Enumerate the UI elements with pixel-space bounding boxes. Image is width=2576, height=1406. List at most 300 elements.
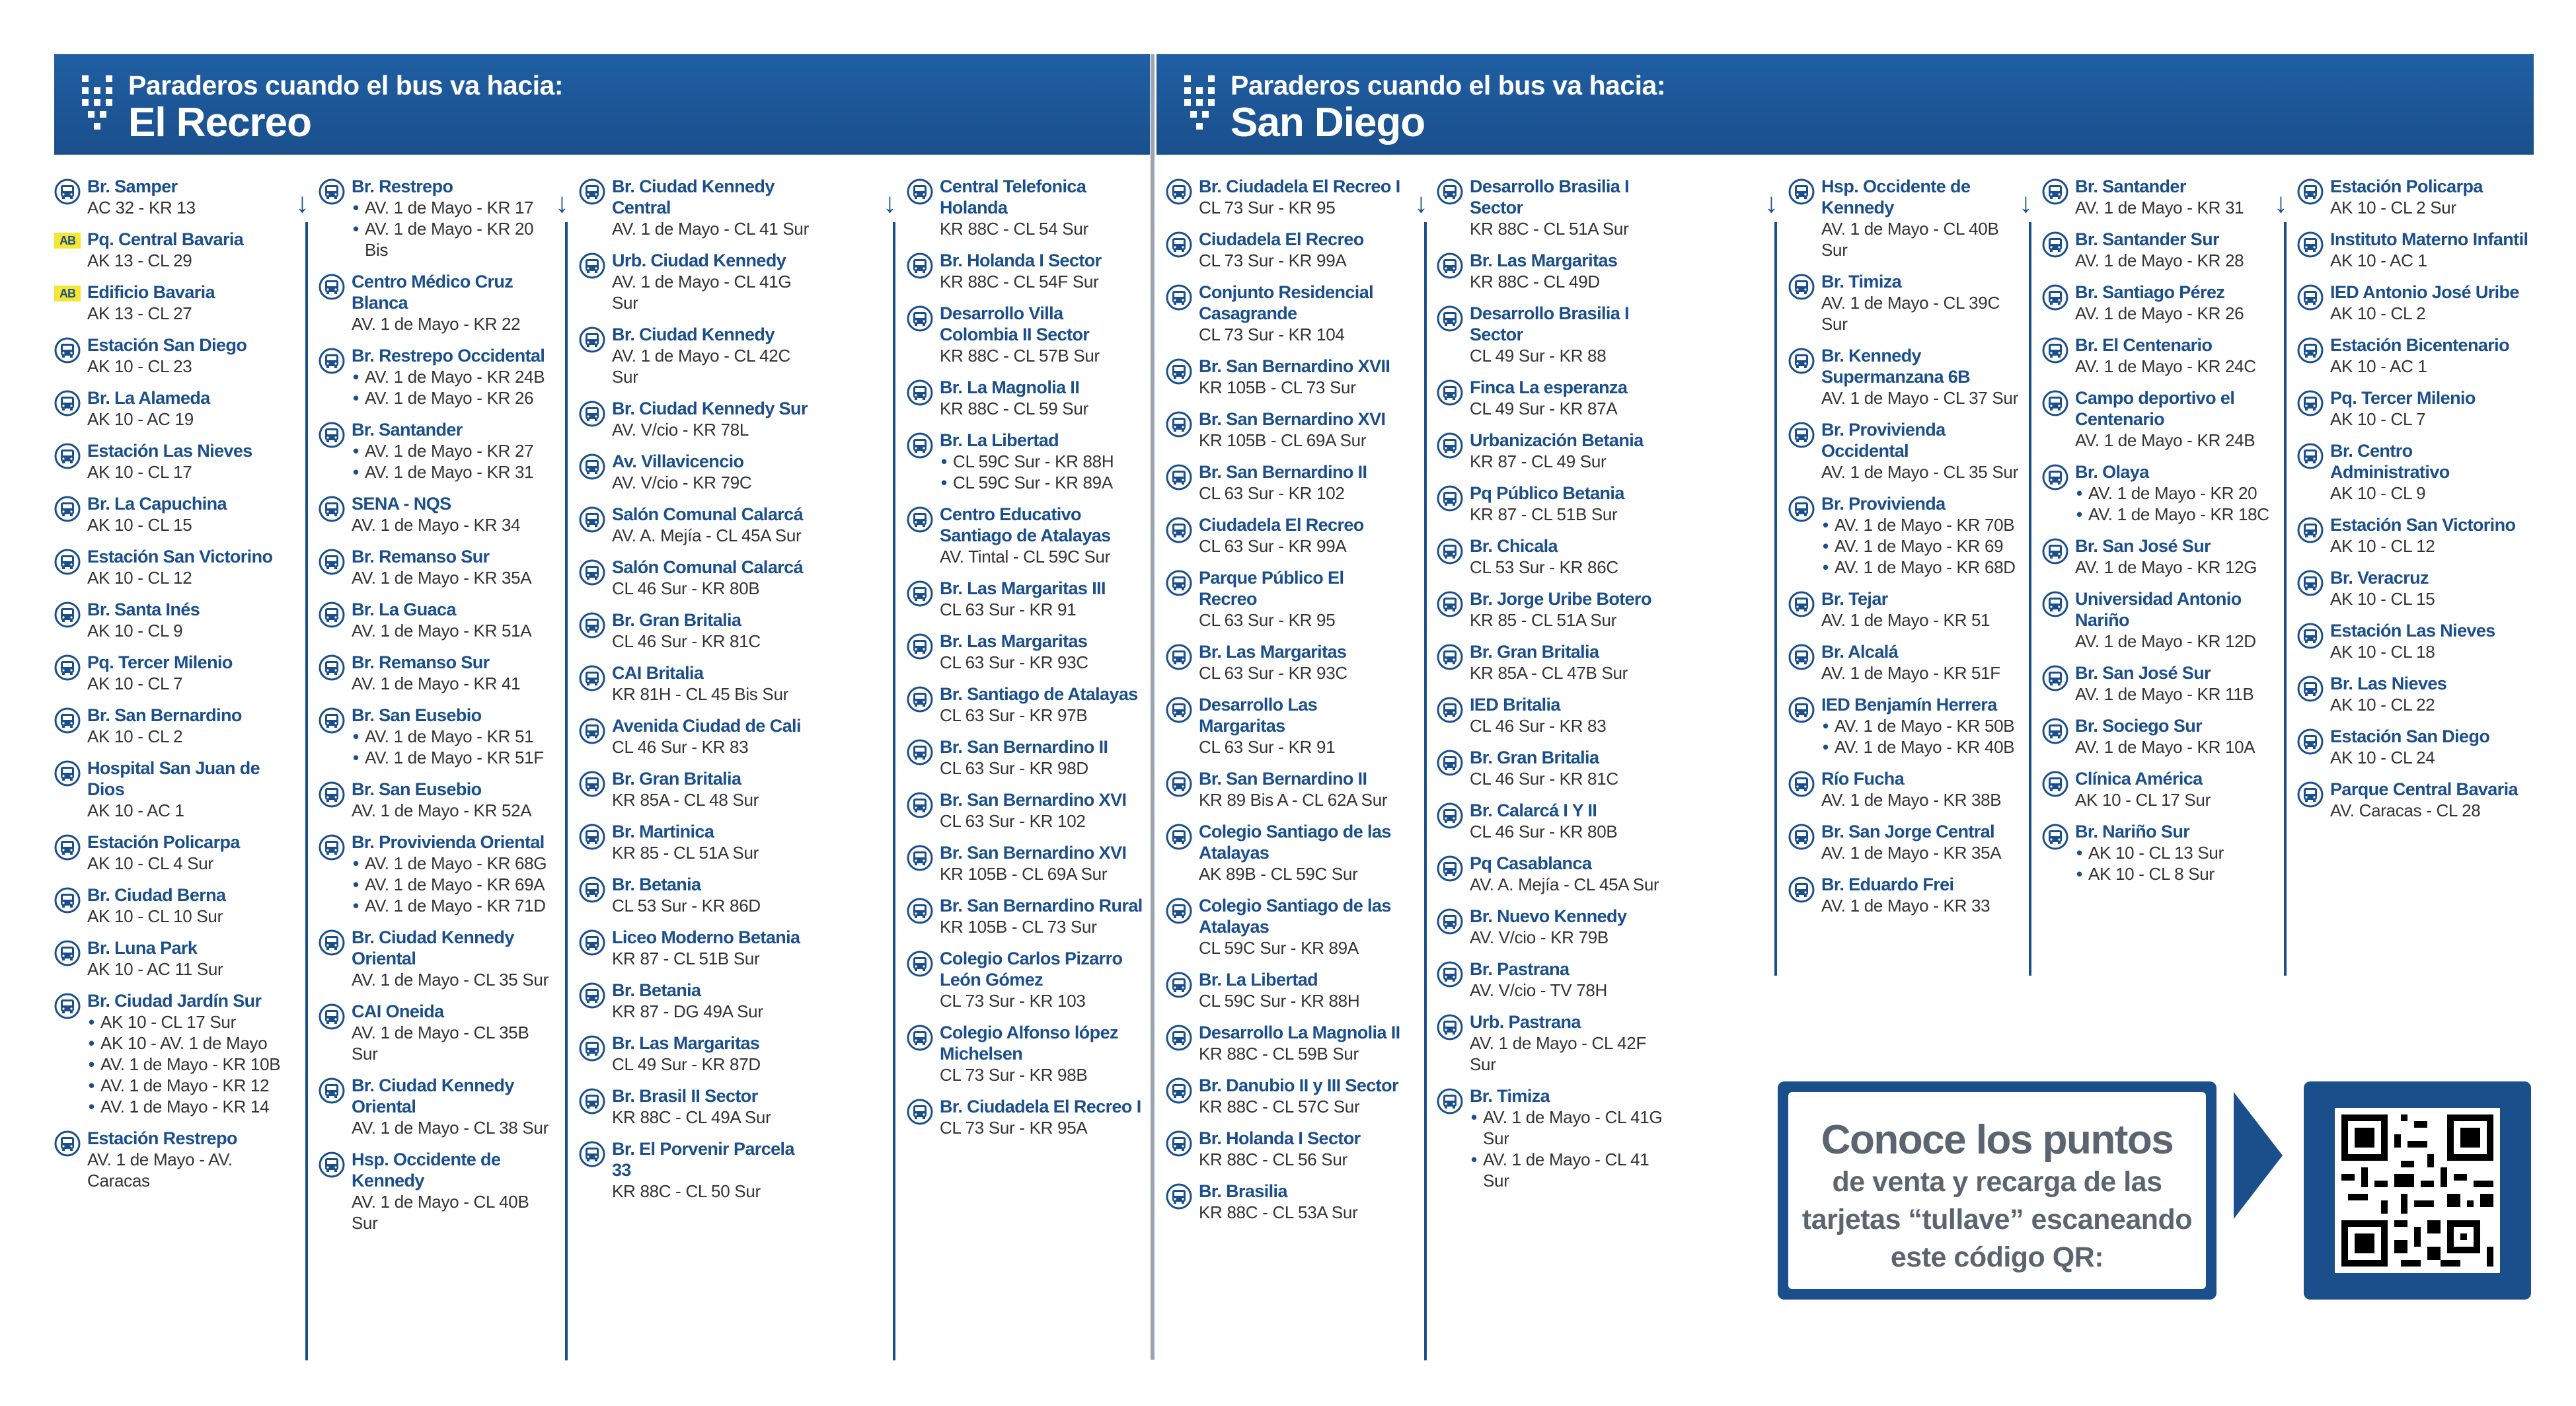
stop-name: Av. Villavicencio <box>612 451 744 471</box>
bus-stop-icon <box>1437 305 1463 332</box>
stop-address-bullet: • AV. 1 de Mayo - KR 26 <box>352 387 556 409</box>
bus-stop-item <box>907 430 1145 493</box>
bus-stop-icon <box>319 929 345 956</box>
stop-name: Desarrollo Las Margaritas <box>1199 695 1318 736</box>
promo-line: tarjetas “tullave” escaneando <box>1801 1204 2193 1235</box>
stop-address-bullet: • AV. 1 de Mayo - KR 51 <box>352 726 556 747</box>
bus-stop-item <box>54 832 292 874</box>
bus-stop-icon <box>579 453 605 480</box>
stop-name: Br. Timiza <box>1470 1086 1550 1106</box>
bus-stop-icon <box>1788 644 1815 670</box>
stop-name: IED Britalia <box>1470 695 1560 715</box>
bus-stop-item <box>1437 958 1675 1001</box>
stop-name: Urbanización Betania <box>1470 430 1644 450</box>
bus-stop-item <box>907 683 1145 726</box>
stop-address: KR 87 - CL 51B Sur <box>1470 504 1618 524</box>
bus-stop-item <box>907 842 1145 884</box>
stop-name: Br. Timiza <box>1821 272 1902 292</box>
stop-name: Pq. Tercer Milenio <box>2330 388 2476 408</box>
stop-name: Desarrollo Brasilia I Sector <box>1470 303 1630 344</box>
bus-stop-icon <box>1788 348 1815 374</box>
stop-name: Estación San Diego <box>87 335 247 355</box>
bus-stop-icon <box>1166 284 1192 311</box>
stop-name: Br. Ciudad Jardín Sur <box>87 991 262 1011</box>
bus-stop-item <box>1788 493 2026 578</box>
bus-stop-icon <box>319 1003 345 1030</box>
stop-name: Br. Holanda I Sector <box>940 251 1102 270</box>
bus-stop-icon <box>1166 1183 1192 1210</box>
stop-address: CL 73 Sur - KR 98B <box>940 1065 1088 1085</box>
bus-stop-icon <box>2042 464 2068 490</box>
stop-name: Br. Luna Park <box>87 938 198 958</box>
stop-address: AV. 1 de Mayo - KR 31 <box>2075 198 2244 217</box>
bus-stop-icon <box>1437 1014 1463 1040</box>
stop-address: AK 10 - CL 10 Sur <box>87 906 223 926</box>
stop-address: AV. V/cio - KR 78L <box>612 420 749 440</box>
bus-stop-icon <box>2042 390 2068 416</box>
stop-address: AK 10 - CL 2 <box>87 726 183 746</box>
bus-stop-item <box>319 546 556 588</box>
bus-stop-icon <box>1166 517 1192 543</box>
bus-stop-icon <box>579 771 605 797</box>
bus-stop-icon <box>1166 898 1192 924</box>
stop-name: Clínica América <box>2075 769 2203 789</box>
bus-stop-icon <box>319 178 345 205</box>
stops-column-7 <box>1788 176 2026 927</box>
stop-name: Br. Las Margaritas III <box>940 578 1106 598</box>
bus-stop-item <box>1437 176 1675 239</box>
bus-stop-icon <box>907 792 933 818</box>
stop-address: AK 10 - CL 23 <box>87 356 192 376</box>
bus-stop-item <box>579 768 817 810</box>
bus-stop-icon <box>1166 411 1192 438</box>
bus-stop-item <box>319 1001 556 1064</box>
bus-stop-icon <box>1166 1130 1192 1157</box>
stop-address: CL 46 Sur - KR 80B <box>1470 822 1618 841</box>
stop-name: Br. Ciudad Kennedy Sur <box>612 399 808 418</box>
stop-address-bullet: • AV. 1 de Mayo - CL 41G Sur <box>1470 1107 1675 1149</box>
stop-name: Br. Provivienda Oriental <box>352 832 545 852</box>
promo-line: este código QR: <box>1890 1241 2104 1273</box>
stop-address: KR 88C - CL 49A Sur <box>612 1107 771 1127</box>
stop-address-bullet: • AK 10 - CL 17 Sur <box>87 1011 292 1033</box>
stop-name: Br. Nuevo Kennedy <box>1470 906 1627 926</box>
stop-address: CL 63 Sur - KR 91 <box>940 600 1077 619</box>
bus-stop-item <box>2297 726 2535 768</box>
bus-stop-item <box>54 493 292 535</box>
stop-name: Finca La esperanza <box>1470 377 1628 397</box>
bus-stop-icon <box>579 1141 605 1167</box>
stop-address: AK 10 - CL 9 <box>87 621 183 641</box>
stop-address: AK 10 - AC 1 <box>2330 251 2427 270</box>
stop-address-bullet: • AK 10 - CL 13 Sur <box>2075 842 2280 863</box>
bus-stop-icon <box>579 1035 605 1062</box>
stop-address: CL 46 Sur - KR 81C <box>612 631 761 651</box>
stop-name: Hsp. Occidente de Kennedy <box>352 1150 501 1191</box>
stop-name: Avenida Ciudad de Cali <box>612 716 801 736</box>
stop-address: CL 46 Sur - KR 83 <box>612 737 749 757</box>
stop-name: Br. Las Nieves <box>2330 674 2447 693</box>
bus-stop-icon <box>2297 337 2324 364</box>
bus-stop-icon <box>907 951 933 977</box>
stop-name: Salón Comunal Calarcá <box>612 557 803 577</box>
stop-name: Hsp. Occidente de Kennedy <box>1821 176 1971 217</box>
stop-name: Br. Brasilia <box>1199 1181 1287 1201</box>
stop-name: Br. San Bernardino II <box>940 737 1108 757</box>
stop-name: Br. Las Margaritas <box>940 631 1088 651</box>
bus-stop-item <box>319 1075 556 1138</box>
stop-address-bullet: • AV. 1 de Mayo - KR 14 <box>87 1096 292 1117</box>
bus-stop-icon <box>2297 623 2324 649</box>
bus-stop-icon <box>1166 464 1192 490</box>
stop-address: AV. 1 de Mayo - AV. Caracas <box>87 1150 233 1191</box>
bus-stop-icon <box>1788 771 1815 797</box>
bus-stop-item <box>54 387 292 430</box>
bus-stop-item <box>1166 567 1404 631</box>
stop-name: Centro Médico Cruz Blanca <box>352 272 513 313</box>
direction-arrow-icon: ↓ <box>883 187 897 218</box>
bus-stop-item <box>2297 620 2535 662</box>
stop-name: Br. Alcalá <box>1821 642 1899 662</box>
stop-address: AV. 1 de Mayo - CL 40B Sur <box>352 1192 529 1233</box>
bus-stop-icon <box>319 834 345 861</box>
stop-address-bullet: • AV. 1 de Mayo - KR 69 <box>1821 535 2026 557</box>
bus-stop-icon <box>907 1025 933 1051</box>
stop-name: Estación Bicentenario <box>2330 335 2509 355</box>
direction-arrow-icon: ↓ <box>555 187 569 218</box>
bus-stop-icon <box>2042 538 2068 565</box>
route-line <box>565 222 568 1360</box>
bus-stop-item <box>1437 588 1675 631</box>
stop-address: AV. 1 de Mayo - KR 22 <box>352 314 521 334</box>
bus-stop-icon <box>1437 750 1463 776</box>
stop-address-bullet: • AV. 1 de Mayo - KR 70B <box>1821 514 2026 535</box>
stop-address-bullet: • AV. 1 de Mayo - KR 10B <box>87 1054 292 1075</box>
stop-address-bullet: • AV. 1 de Mayo - CL 41 Sur <box>1470 1149 1675 1191</box>
bus-stop-item <box>319 927 556 990</box>
bus-stop-icon <box>2042 718 2068 744</box>
stop-name: Br. El Porvenir Parcela 33 <box>612 1139 794 1180</box>
stop-name: Br. Martinica <box>612 822 714 841</box>
bus-stop-icon <box>54 337 81 364</box>
stop-name: Br. San José Sur <box>2075 663 2211 683</box>
stop-address: AV. 1 de Mayo - KR 24C <box>2075 356 2256 376</box>
stops-column-6 <box>1437 176 1675 1202</box>
bus-stop-icon <box>54 707 81 734</box>
bus-stop-icon <box>2297 570 2324 596</box>
route-line <box>1774 222 1777 976</box>
stop-address: AV. 1 de Mayo - CL 39C Sur <box>1821 293 2000 334</box>
direction-arrow-icon: ↓ <box>1414 187 1428 218</box>
stop-address: AK 10 - CL 22 <box>2330 695 2435 715</box>
bus-stop-item <box>1166 1075 1404 1117</box>
stop-address-bullet: • AV. 1 de Mayo - KR 12 <box>87 1075 292 1096</box>
bus-stop-icon <box>1166 972 1192 998</box>
stop-name: CAI Oneida <box>352 1001 444 1021</box>
bus-stop-item <box>54 652 292 694</box>
stop-address-bullet: • AV. 1 de Mayo - KR 17 <box>352 197 556 218</box>
bus-stop-icon <box>579 824 605 850</box>
bus-stop-icon <box>1437 802 1463 829</box>
bus-stop-item <box>907 1096 1145 1138</box>
stop-address-bullet: • AV. 1 de Mayo - KR 18C <box>2075 504 2280 525</box>
stop-name: Br. La Guaca <box>352 600 456 619</box>
stop-name: Br. Holanda I Sector <box>1199 1128 1361 1148</box>
bus-stop-icon <box>319 274 345 300</box>
stop-address: AK 10 - AC 11 Sur <box>87 959 223 979</box>
stop-name: Br. Calarcá I Y II <box>1470 801 1597 820</box>
qr-frame <box>2304 1081 2531 1300</box>
stop-name: Br. San Bernardino II <box>1199 769 1367 789</box>
bus-stop-item <box>579 662 817 705</box>
center-divider <box>1151 54 1155 1360</box>
bus-stop-icon <box>1166 178 1192 205</box>
stop-address: AK 10 - CL 7 <box>2330 409 2426 429</box>
bus-stop-item <box>1437 1011 1675 1075</box>
bus-stop-item <box>579 451 817 493</box>
stop-address: KR 87 - CL 49 Sur <box>1470 451 1607 471</box>
bus-stop-item <box>2297 229 2535 271</box>
stop-address: AK 10 - CL 2 Sur <box>2330 198 2456 217</box>
bus-stop-icon <box>1437 1088 1463 1114</box>
bus-stop-icon <box>1437 908 1463 935</box>
stop-address-bullet: • AV. 1 de Mayo - KR 24B <box>352 366 556 387</box>
bus-stop-item <box>579 821 817 863</box>
alimentador-badge-icon: AB <box>54 286 81 301</box>
bus-stop-item <box>1166 356 1404 398</box>
bus-stop-item <box>907 948 1145 1011</box>
stop-address: AV. Caracas - CL 28 <box>2330 801 2481 820</box>
stop-name: Edificio Bavaria <box>87 282 215 302</box>
bus-stop-icon <box>54 443 81 469</box>
bus-stop-item <box>579 980 817 1022</box>
bus-stop-item <box>54 990 292 1117</box>
stop-address: CL 73 Sur - KR 95A <box>940 1118 1088 1138</box>
bus-stop-icon <box>1166 644 1192 670</box>
bus-stop-item <box>54 334 292 377</box>
stop-name: Br. Pastrana <box>1470 959 1570 979</box>
stop-address: CL 63 Sur - KR 95 <box>1199 610 1336 630</box>
stop-name: Br. Gran Britalia <box>612 769 741 789</box>
bus-stop-icon <box>54 887 81 914</box>
bus-stop-icon <box>2297 728 2324 755</box>
bus-stop-icon <box>319 602 345 628</box>
bus-stop-icon <box>907 845 933 871</box>
stop-address: KR 88C - CL 49D <box>1470 272 1600 292</box>
bus-stop-icon <box>319 781 345 808</box>
bus-stop-item <box>1166 768 1404 810</box>
bus-stop-icon <box>907 305 933 332</box>
stop-name: Urb. Ciudad Kennedy <box>612 251 786 270</box>
stop-name: Br. Samper <box>87 176 178 196</box>
stop-name: Estación San Victorino <box>2330 515 2516 535</box>
bus-stop-item <box>2042 461 2280 525</box>
bus-stop-icon <box>1437 855 1463 882</box>
stop-address: AK 89B - CL 59C Sur <box>1199 864 1358 884</box>
stop-address: KR 88C - CL 57B Sur <box>940 346 1100 366</box>
bus-stop-icon <box>1166 1077 1192 1104</box>
bus-stop-icon <box>1437 485 1463 512</box>
stop-address: KR 88C - CL 54 Sur <box>940 219 1088 239</box>
stop-name: Colegio Carlos Pizarro León Gómez <box>940 949 1123 990</box>
bus-stop-item <box>2297 779 2535 821</box>
stop-name: Colegio Alfonso lópez Michelsen <box>940 1023 1118 1064</box>
promo-box <box>1778 1081 2216 1300</box>
bus-stop-item <box>2042 588 2280 652</box>
stop-address: KR 88C - CL 53A Sur <box>1199 1202 1358 1222</box>
bus-stop-item <box>2042 662 2280 705</box>
bus-stop-item <box>1166 821 1404 884</box>
bus-stop-item <box>319 599 556 641</box>
stop-name: Río Fucha <box>1821 769 1905 789</box>
stop-name: Br. Santiago Pérez <box>2075 282 2225 302</box>
stop-address: AV. 1 de Mayo - CL 40B Sur <box>1821 219 1999 260</box>
stop-name: Estación Las Nieves <box>87 441 252 461</box>
stop-address: AK 10 - CL 7 <box>87 674 183 693</box>
stop-address: CL 53 Sur - KR 86D <box>612 896 761 916</box>
bus-stop-icon <box>1788 877 1815 903</box>
stop-name: Br. Jorge Uribe Botero <box>1470 589 1651 609</box>
bus-stop-item <box>2042 176 2280 218</box>
stop-address: CL 73 Sur - KR 99A <box>1199 251 1347 270</box>
bus-stop-icon <box>1437 697 1463 723</box>
stop-address: AK 10 - CL 18 <box>2330 642 2435 662</box>
bus-stop-item <box>579 927 817 969</box>
bus-stop-icon <box>1166 771 1192 797</box>
bus-stop-item <box>2297 514 2535 557</box>
bus-stop-item <box>1166 461 1404 504</box>
bus-stop-icon <box>579 506 605 533</box>
stop-address: AK 10 - CL 15 <box>87 515 192 535</box>
bus-stop-item <box>1788 588 2026 631</box>
stop-name: Br. La Magnolia II <box>940 377 1080 397</box>
stop-address: AK 10 - CL 12 <box>2330 536 2435 556</box>
bus-stop-item <box>54 1128 292 1191</box>
bus-stop-item <box>1166 1022 1404 1064</box>
bus-stop-icon <box>2042 284 2068 311</box>
bus-stop-icon <box>2042 231 2068 258</box>
bus-stop-item <box>907 895 1145 937</box>
stop-address: KR 105B - CL 73 Sur <box>1199 377 1356 397</box>
header-title: San Diego <box>1231 100 1425 145</box>
bus-stop-icon <box>907 1099 933 1125</box>
bus-stop-icon <box>2297 781 2324 808</box>
bus-stop-item <box>2297 282 2535 324</box>
stop-name: Instituto Materno Infantil <box>2330 229 2528 249</box>
bus-stop-item <box>54 229 292 271</box>
stop-name: Estación Policarpa <box>87 832 240 852</box>
bus-stop-item <box>1437 1085 1675 1191</box>
bus-stop-item <box>907 176 1145 239</box>
bus-stop-item <box>2297 176 2535 218</box>
bus-stop-item <box>1437 641 1675 683</box>
stop-address: AK 10 - CL 15 <box>2330 589 2435 609</box>
bus-stop-item <box>319 271 556 334</box>
bus-stop-item <box>1166 895 1404 958</box>
bus-stop-icon <box>2297 284 2324 311</box>
bus-stop-item <box>54 884 292 927</box>
stop-address: AK 10 - CL 17 <box>87 462 192 482</box>
qr-code-icon[interactable] <box>2335 1108 2500 1273</box>
stop-name: Br. Danubio II y III Sector <box>1199 1075 1398 1095</box>
bus-stop-item <box>1437 250 1675 292</box>
stop-address: AV. 1 de Mayo - KR 26 <box>2075 303 2244 323</box>
bus-stop-icon <box>579 401 605 427</box>
stop-name: Br. Ciudadela El Recreo I <box>1199 176 1400 196</box>
stop-address: AV. 1 de Mayo - KR 38B <box>1821 790 2002 810</box>
bus-stop-item <box>2297 387 2535 430</box>
stop-address: AV. 1 de Mayo - CL 42F Sur <box>1470 1033 1647 1074</box>
bus-stop-item <box>579 1138 817 1202</box>
stop-address-bullet: • AK 10 - AV. 1 de Mayo <box>87 1033 292 1054</box>
bus-stop-item <box>2042 282 2280 324</box>
bus-stop-icon <box>2297 443 2324 469</box>
stop-address: CL 63 Sur - KR 93C <box>1199 663 1347 683</box>
bus-stop-item <box>54 176 292 218</box>
bus-stop-item <box>1166 176 1404 218</box>
bus-stop-item <box>319 493 556 535</box>
bus-stop-icon <box>1166 1025 1192 1051</box>
stop-name: Br. San Eusebio <box>352 705 482 725</box>
stop-address: CL 49 Sur - KR 87A <box>1470 399 1618 418</box>
bus-stop-item <box>2297 673 2535 715</box>
bus-stop-item <box>579 609 817 652</box>
stop-name: Br. San Bernardino XVI <box>940 790 1127 810</box>
stop-address: KR 87 - CL 51B Sur <box>612 949 760 968</box>
bus-stop-icon <box>2297 390 2324 416</box>
bus-stop-icon <box>1437 644 1463 670</box>
bus-stop-item <box>2297 440 2535 504</box>
stop-name: IED Benjamín Herrera <box>1821 695 1997 715</box>
stop-name: Br. Santa Inés <box>87 600 200 619</box>
transmilenio-logo-icon <box>1182 73 1217 136</box>
stop-address: KR 105B - CL 69A Sur <box>940 864 1108 884</box>
stop-address: CL 73 Sur - KR 103 <box>940 991 1086 1011</box>
bus-stop-item <box>319 832 556 916</box>
bus-stop-item <box>907 631 1145 673</box>
bus-stop-icon <box>319 654 345 681</box>
stop-name: Br. Nariño Sur <box>2075 822 2190 841</box>
stop-address-bullet: • AV. 1 de Mayo - KR 71D <box>352 895 556 916</box>
bus-stop-icon <box>907 580 933 607</box>
stop-name: Pq. Tercer Milenio <box>87 652 233 672</box>
stop-name: Br. Gran Britalia <box>612 610 741 630</box>
bus-stop-icon <box>54 549 81 575</box>
stop-address-bullet: • AV. 1 de Mayo - KR 20 Bis <box>352 218 556 260</box>
bus-stop-item <box>1788 874 2026 916</box>
stop-address: AV. 1 de Mayo - KR 12G <box>2075 557 2257 577</box>
stop-address: KR 88C - CL 57C Sur <box>1199 1097 1360 1116</box>
bus-stop-item <box>579 874 817 916</box>
bus-stop-item <box>2042 821 2280 884</box>
stop-name: Estación Policarpa <box>2330 176 2483 196</box>
stop-address: AV. V/cio - KR 79B <box>1470 927 1609 947</box>
stop-name: IED Antonio José Uribe <box>2330 282 2519 302</box>
bus-stop-item <box>907 578 1145 620</box>
stop-address: CL 73 Sur - KR 104 <box>1199 325 1345 344</box>
bus-stop-item <box>54 758 292 821</box>
stop-address: AK 13 - CL 29 <box>87 251 192 270</box>
stop-name: Br. San Bernardino XVII <box>1199 356 1390 376</box>
bus-stop-item <box>2042 387 2280 451</box>
bus-stop-icon <box>579 612 605 639</box>
bus-stop-icon <box>1437 432 1463 459</box>
bus-stop-item <box>2297 334 2535 377</box>
stop-name: SENA - NQS <box>352 494 451 514</box>
stop-address: AV. 1 de Mayo - CL 37 Sur <box>1821 388 2018 408</box>
stop-name: Conjunto Residencial Casagrande <box>1199 282 1374 323</box>
stop-name: Estación San Diego <box>2330 726 2490 746</box>
